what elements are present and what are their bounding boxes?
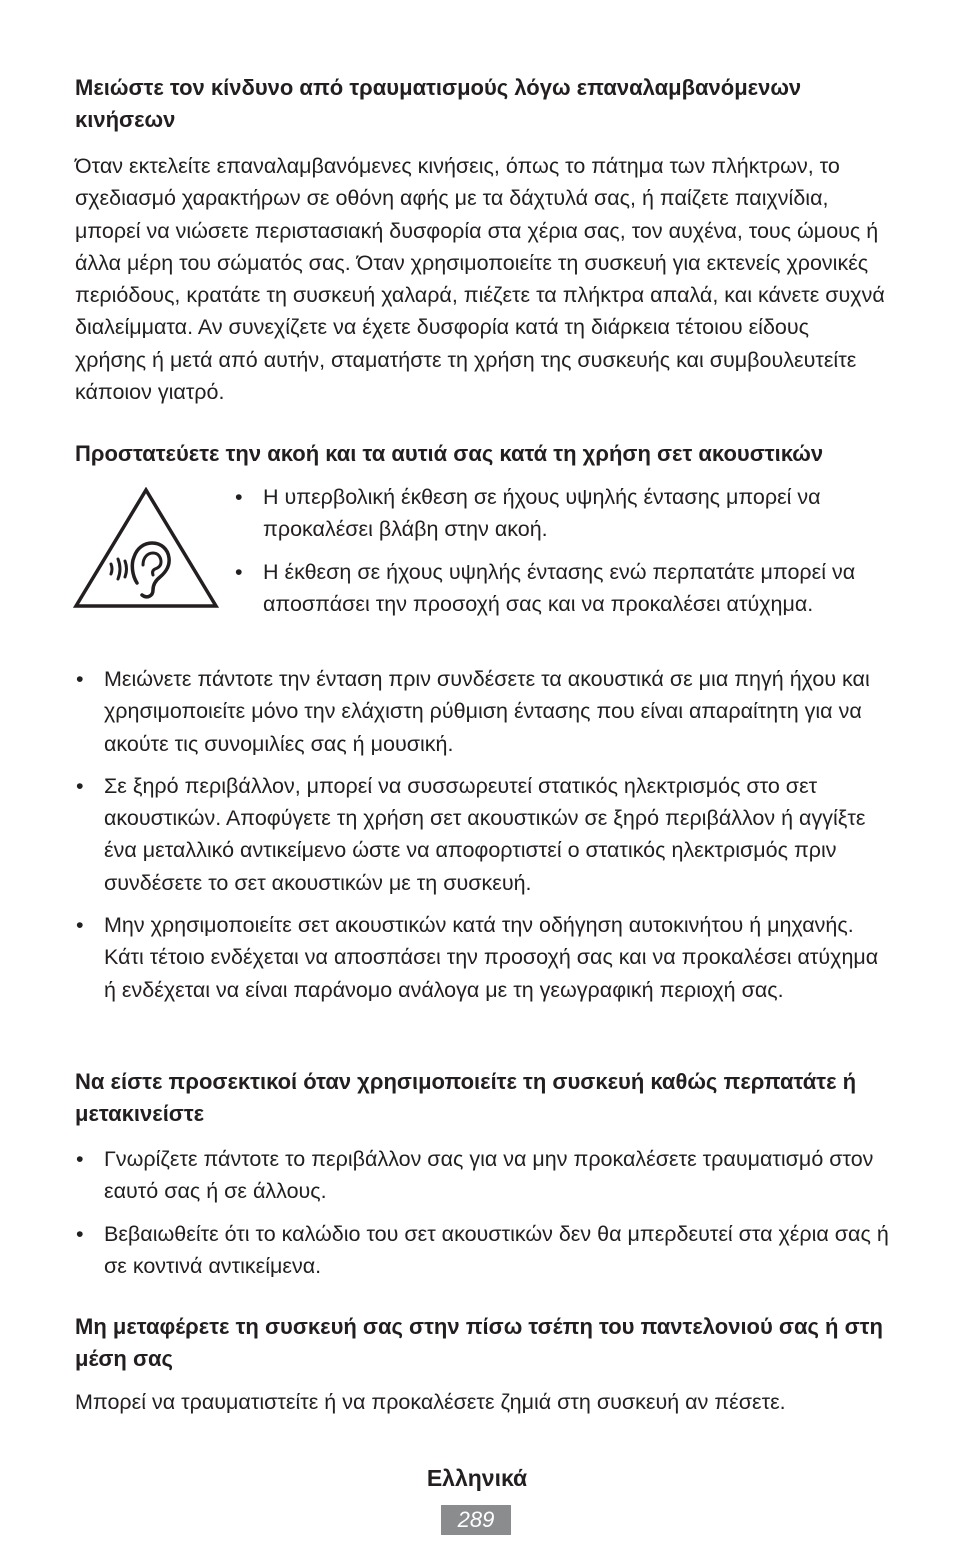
section-heading-repetitive-motion: Μειώστε τον κίνδυνο από τραυματισμούς λόγω επαναλαμβανόμενων κινήσεων [75, 75, 802, 132]
bullet-marker: • [76, 773, 84, 798]
bullet-marker: • [76, 913, 84, 938]
list-item [235, 556, 885, 621]
list-item [76, 909, 894, 1006]
section-heading-walking: Να είστε προσεκτικοί όταν χρησιμοποιείτε τη συσκευή καθώς περπατάτε ή μετακινείστε [75, 1069, 857, 1126]
list-item [235, 481, 885, 546]
list-item-text: Η έκθεση σε ήχους υψηλής έντασης ενώ περπατάτε μπορεί να αποσπάσει την προσοχή σας και να προκαλέσει ατύχημα. [263, 559, 856, 616]
bullet-marker: • [235, 485, 243, 509]
footer-language: Ελληνικά [426, 1465, 528, 1491]
list-item [76, 663, 894, 760]
walking-bullet-list [76, 1143, 894, 1282]
list-item [76, 770, 894, 899]
list-item-text: Η υπερβολική έκθεση σε ήχους υψηλής έντασης μπορεί να προκαλέσει βλάβη στην ακοή. [263, 485, 821, 542]
hearing-icon-bullet-list [235, 481, 885, 620]
list-item-text: Βεβαιωθείτε ότι το καλώδιο του σετ ακουστικών δεν θα μπερδευτεί στα χέρια σας ή σε κοντινά αντικείμενα. [104, 1221, 889, 1278]
bullet-marker: • [76, 667, 84, 691]
list-item-text: Μην χρησιμοποιείτε σετ ακουστικών κατά την οδήγηση αυτοκινήτου ή μηχανής. Κάτι τέτοιο ενδέχεται να αποσπάσει την προσοχή σας και να προκαλέσει ατύχημα ή ενδέχεται να είναι παράνομο ανάλογα με τη γεωγραφική περιοχή σας. [104, 913, 879, 1002]
section-heading-pocket: Μη μεταφέρετε τη συσκευή σας στην πίσω τσέπη του παντελονιού σας ή στη μέση σας [75, 1314, 883, 1371]
hearing-warning-icon [73, 487, 219, 609]
list-item-text: Σε ξηρό περιβάλλον, μπορεί να συσσωρευτεί στατικός ηλεκτρισμός στο σετ ακουστικών. Αποφύγετε τη χρήση σετ ακουστικών σε ξηρό περιβάλλον ή αγγίξτε ένα μεταλλικό αντικείμενο ώστε να αποφορτιστεί ο στατικός ηλεκτρισμός πριν συνδέσετε το σετ ακουστικών με τη συσκευή. [104, 773, 866, 895]
list-item [76, 1143, 894, 1208]
section-heading-hearing: Προστατεύετε την ακοή και τα αυτιά σας κατά τη χρήση σετ ακουστικών [75, 441, 824, 466]
bullet-marker: • [76, 1147, 84, 1171]
list-item-text: Γνωρίζετε πάντοτε το περιβάλλον σας για να μην προκαλέσετε τραυματισμό στον εαυτό σας ή σε άλλους. [104, 1147, 874, 1204]
hearing-bullet-list [76, 663, 894, 1006]
page-number: 289 [441, 1505, 511, 1535]
bullet-marker: • [235, 559, 243, 584]
bullet-marker: • [76, 1221, 84, 1246]
section-body-repetitive-motion: Όταν εκτελείτε επαναλαμβανόμενες κινήσεις, όπως το πάτημα των πλήκτρων, το σχεδιασμό χαρακτήρων σε οθόνη αφής με τα δάχτυλά σας, ή παίζετε παιχνίδια, μπορεί να νιώσετε περιστασιακή δυσφορία στα χέρια σας, τον αυχένα, τους ώμους ή άλλα μέρη του σώματός σας. Όταν χρησιμοποιείτε τη συσκευή για εκτενείς χρονικές περιόδους, κρατάτε τη συσκευή χαλαρά, πιέζετε τα πλήκτρα απαλά, και κάνετε συχνά διαλείμματα. Αν συνεχίζετε να έχετε δυσφορία κατά τη διάρκεια τέτοιου είδους χρήσης ή μετά από αυτήν, σταματήστε τη χρήση της συσκευής και συμβουλευτείτε κάποιον γιατρό. [75, 154, 885, 405]
list-item [76, 1218, 894, 1283]
list-item-text: Μειώνετε πάντοτε την ένταση πριν συνδέσετε τα ακουστικά σε μια πηγή ήχου και χρησιμοποιείτε μόνο την ελάχιστη ρύθμιση έντασης που είναι απαραίτητη για να ακούτε τις συνομιλίες σας ή μουσική. [104, 667, 870, 756]
section-body-pocket: Μπορεί να τραυματιστείτε ή να προκαλέσετε ζημιά στη συσκευή αν πέσετε. [75, 1390, 786, 1414]
